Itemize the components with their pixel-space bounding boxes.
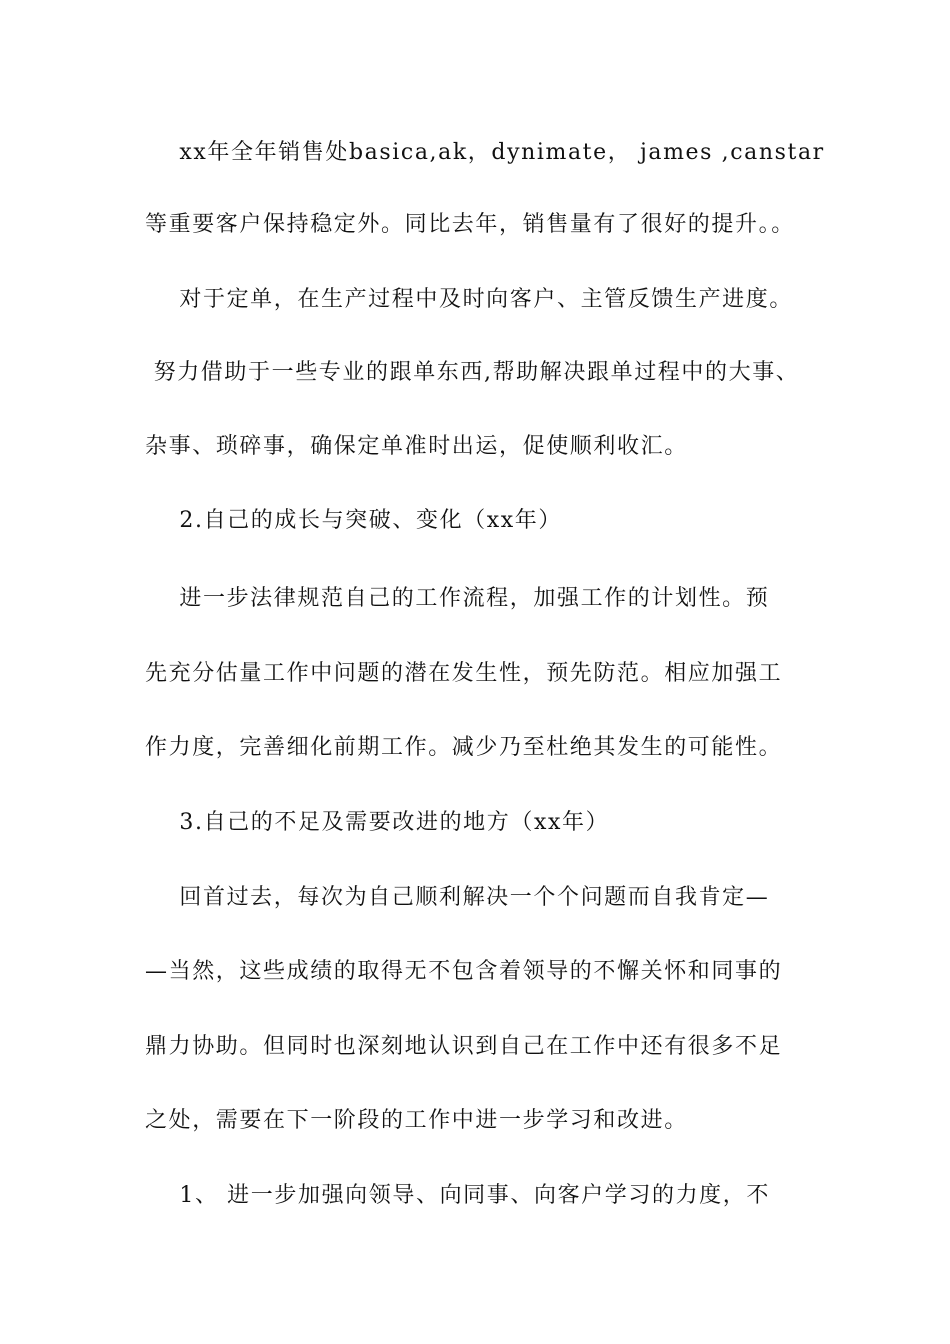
paragraph-line: —当然，这些成绩的取得无不包含着领导的不懈关怀和同事的 <box>145 959 783 984</box>
paragraph-line: xx年全年销售处basica,ak，dynimate， james ,canstar <box>145 140 825 165</box>
list-item-line: 1、 进一步加强向领导、向同事、向客户学习的力度，不 <box>145 1183 770 1208</box>
paragraph-line: 努力借助于一些专业的跟单东西,帮助解决跟单过程中的大事、 <box>145 360 800 385</box>
paragraph-line: 先充分估量工作中问题的潜在发生性，预先防范。相应加强工 <box>145 661 783 686</box>
paragraph-line: 鼎力协助。但同时也深刻地认识到自己在工作中还有很多不足 <box>145 1034 783 1059</box>
section-heading: 2.自己的成长与突破、变化（xx年） <box>145 508 562 533</box>
paragraph-line: 进一步法律规范自己的工作流程，加强工作的计划性。预 <box>145 586 770 611</box>
paragraph-line: 回首过去，每次为自己顺利解决一个个问题而自我肯定— <box>145 885 770 910</box>
section-heading: 3.自己的不足及需要改进的地方（xx年） <box>145 810 610 835</box>
paragraph-line: 对于定单，在生产过程中及时向客户、主管反馈生产进度。 <box>145 287 793 312</box>
paragraph-line: 等重要客户保持稳定外。同比去年，销售量有了很好的提升。。 <box>145 212 795 237</box>
paragraph-line: 杂事、琐碎事，确保定单准时出运，促使顺利收汇。 <box>145 434 688 459</box>
paragraph-line: 之处，需要在下一阶段的工作中进一步学习和改进。 <box>145 1108 688 1133</box>
paragraph-line: 作力度，完善细化前期工作。减少乃至杜绝其发生的可能性。 <box>145 735 783 760</box>
